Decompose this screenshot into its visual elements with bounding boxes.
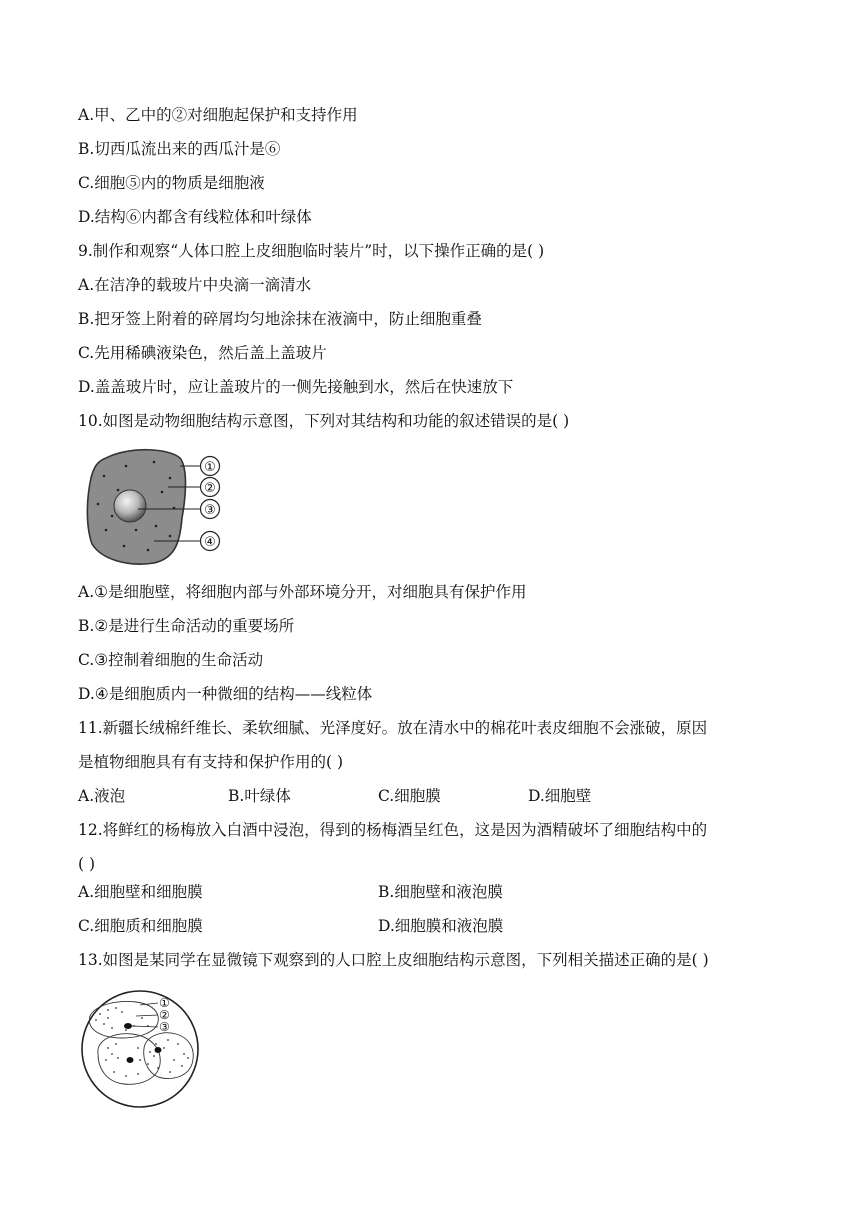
- q11-option-d: D.细胞壁: [528, 787, 592, 805]
- nucleus-right: [155, 1047, 162, 1053]
- q8-option-d: D.结构⑥内都含有线粒体和叶绿体: [78, 208, 312, 226]
- label-2: ②: [204, 481, 216, 496]
- label-1: ①: [159, 996, 170, 1010]
- q11-stem-line2: 是植物细胞具有有支持和保护作用的( ): [78, 753, 344, 771]
- q9-option-a: A.在洁净的载玻片中央滴一滴清水: [78, 276, 312, 294]
- q12-stem-line1: 12.将鲜红的杨梅放入白酒中浸泡，得到的杨梅酒呈红色，这是因为酒精破坏了细胞结构中的: [78, 821, 708, 839]
- q9-option-b: B.把牙签上附着的碎屑均匀地涂抹在液滴中，防止细胞重叠: [78, 310, 482, 328]
- q12-stem-line2: ( ): [78, 855, 96, 873]
- label-2: ②: [159, 1008, 170, 1022]
- q8-option-a: A.甲、乙中的②对细胞起保护和支持作用: [78, 106, 358, 124]
- q11-option-b: B.叶绿体: [228, 787, 291, 805]
- q10-option-d: D.④是细胞质内一种微细的结构——线粒体: [78, 685, 373, 703]
- q9-stem: 9.制作和观察“人体口腔上皮细胞临时装片”时，以下操作正确的是( ): [78, 242, 545, 260]
- q11-stem-line1: 11.新疆长绒棉纤维长、柔软细腻、光泽度好。放在清水中的棉花叶表皮细胞不会涨破，原因: [78, 719, 708, 737]
- q12-option-c: C.细胞质和细胞膜: [78, 917, 203, 935]
- label-4: ④: [204, 535, 216, 550]
- label-1: ①: [204, 460, 216, 475]
- q8-option-b: B.切西瓜流出来的西瓜汁是⑥: [78, 140, 281, 158]
- q11-option-c: C.细胞膜: [378, 787, 441, 805]
- microscope-field: [82, 991, 198, 1107]
- q9-option-c: C.先用稀碘液染色，然后盖上盖玻片: [78, 344, 327, 362]
- q10-option-b: B.②是进行生命活动的重要场所: [78, 617, 295, 635]
- q8-option-c: C.细胞⑤内的物质是细胞液: [78, 174, 265, 192]
- q13-stem: 13.如图是某同学在显微镜下观察到的人口腔上皮细胞结构示意图，下列相关描述正确的是( ): [78, 951, 709, 969]
- q9-option-d: D.盖盖玻片时，应让盖玻片的一侧先接触到水，然后在快速放下: [78, 378, 514, 396]
- q10-option-c: C.③控制着细胞的生命活动: [78, 651, 264, 669]
- nucleus-top: [124, 1023, 132, 1029]
- label-3: ③: [204, 503, 216, 518]
- q12-option-a: A.细胞壁和细胞膜: [78, 883, 203, 901]
- q10-stem: 10.如图是动物细胞结构示意图，下列对其结构和功能的叙述错误的是( ): [78, 412, 570, 430]
- q11-option-a: A.液泡: [78, 787, 126, 805]
- q12-option-d: D.细胞膜和液泡膜: [378, 917, 504, 935]
- q12-option-b: B.细胞壁和液泡膜: [378, 883, 503, 901]
- nucleus-left: [127, 1057, 134, 1063]
- q10-option-a: A.①是细胞壁，将细胞内部与外部环境分开，对细胞具有保护作用: [78, 583, 527, 601]
- cheek-cell-microscope-diagram: [78, 988, 204, 1112]
- animal-cell-diagram: [84, 446, 234, 568]
- nucleus: [114, 490, 146, 522]
- label-3: ③: [159, 1020, 170, 1034]
